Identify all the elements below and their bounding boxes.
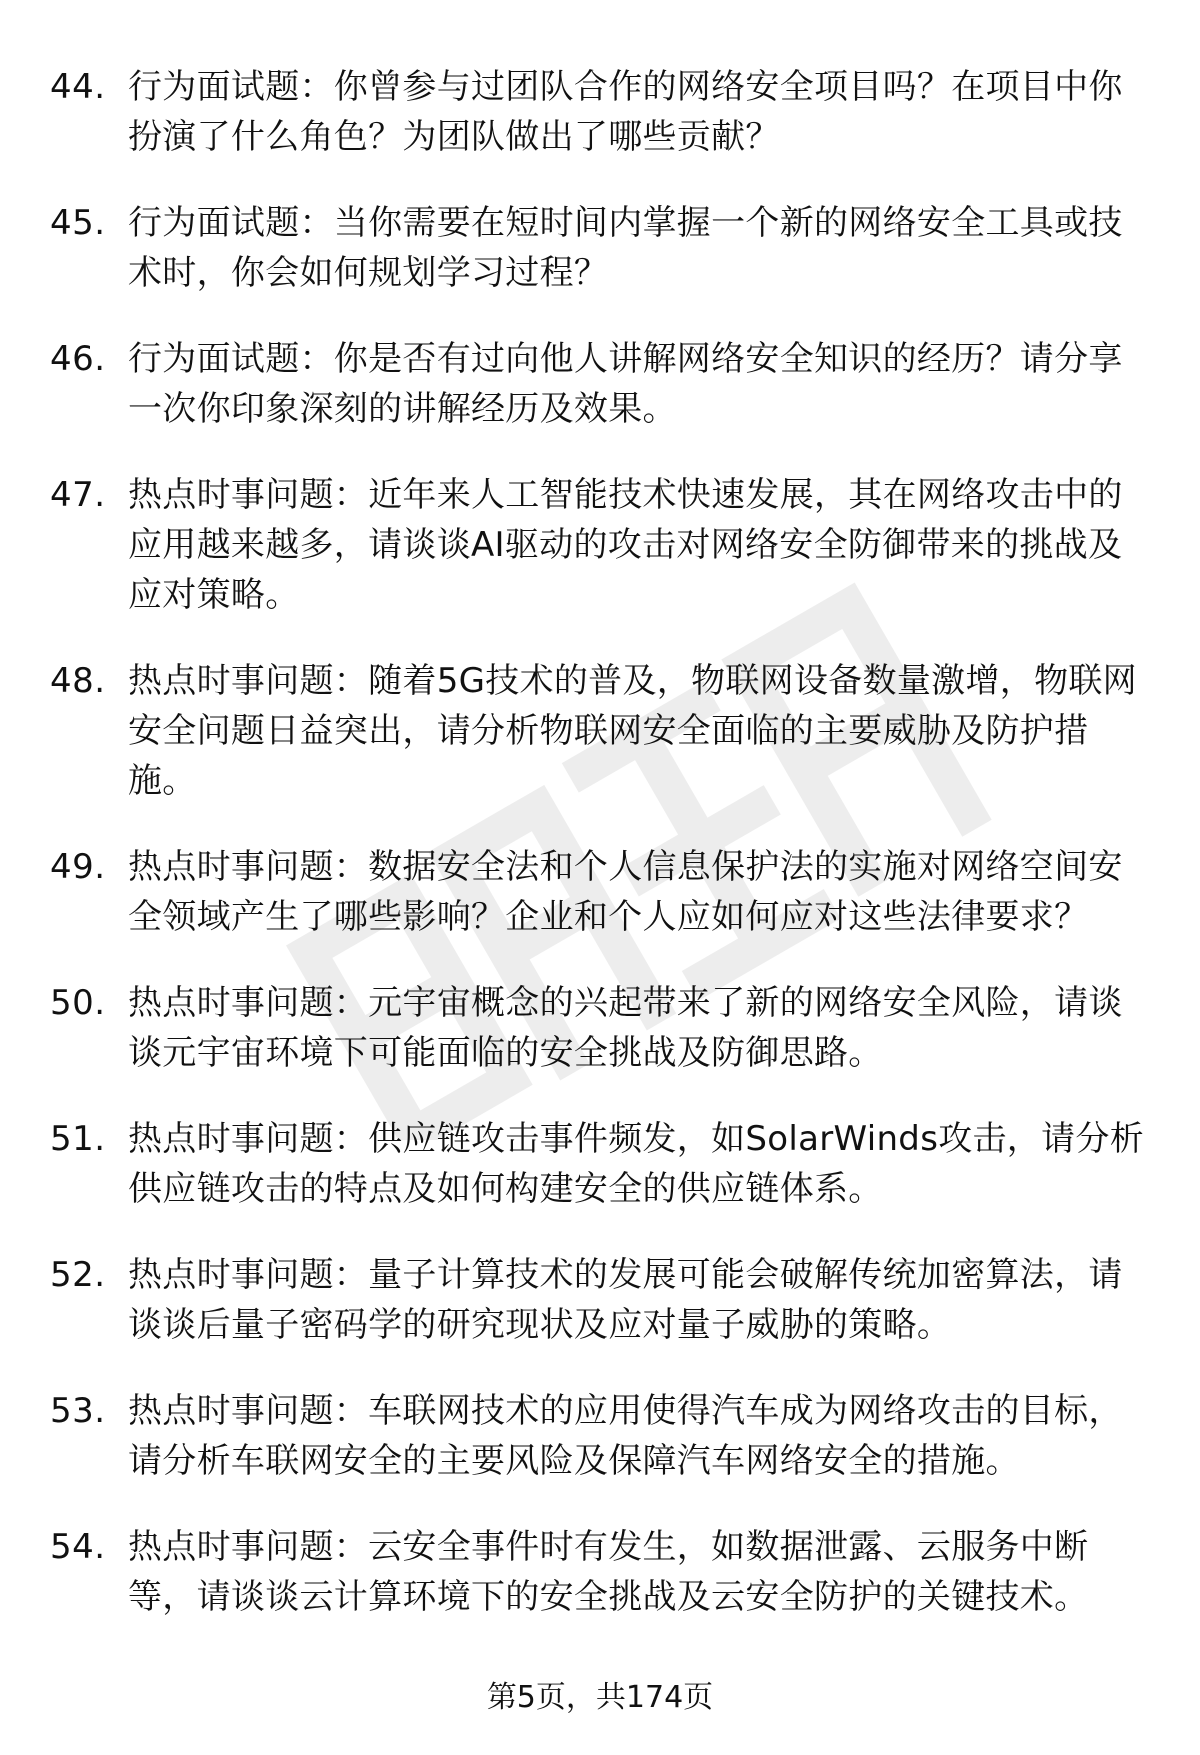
list-item (50, 1386, 1150, 1486)
question-text: 热点时事问题：云安全事件时有发生，如数据泄露、云服务中断等，请谈谈云计算环境下的安全挑战及云安全防护的关键技术。 (128, 1527, 1089, 1617)
question-number: 52. (50, 1255, 106, 1295)
question-text: 热点时事问题：近年来人工智能技术快速发展，其在网络攻击中的应用越来越多，请谈谈AI驱动的攻击对网络安全防御带来的挑战及应对策略。 (128, 475, 1123, 615)
question-text: 热点时事问题：供应链攻击事件频发，如SolarWinds攻击，请分析供应链攻击的特点及如何构建安全的供应链体系。 (128, 1119, 1145, 1209)
question-text: 行为面试题：你曾参与过团队合作的网络安全项目吗？在项目中你扮演了什么角色？为团队做出了哪些贡献？ (128, 67, 1123, 157)
question-number: 50. (50, 983, 106, 1023)
question-text: 行为面试题：当你需要在短时间内掌握一个新的网络安全工具或技术时，你会如何规划学习过程？ (128, 203, 1123, 293)
question-text: 热点时事问题：数据安全法和个人信息保护法的实施对网络空间安全领域产生了哪些影响？企业和个人应如何应对这些法律要求？ (128, 847, 1123, 937)
question-number: 44. (50, 67, 106, 107)
question-number: 48. (50, 661, 106, 701)
list-item (50, 198, 1150, 298)
question-number: 46. (50, 339, 106, 379)
question-number: 47. (50, 475, 106, 515)
list-item (50, 1522, 1150, 1622)
list-item (50, 470, 1150, 620)
question-number: 53. (50, 1391, 106, 1431)
list-item (50, 656, 1150, 806)
question-text: 热点时事问题：量子计算技术的发展可能会破解传统加密算法，请谈谈后量子密码学的研究现状及应对量子威胁的策略。 (128, 1255, 1123, 1345)
question-number: 54. (50, 1527, 106, 1567)
question-number: 51. (50, 1119, 106, 1159)
page-number-footer: 第5页，共174页 (486, 1680, 714, 1715)
question-text: 热点时事问题：随着5G技术的普及，物联网设备数量激增，物联网安全问题日益突出，请分析物联网安全面临的主要威胁及防护措施。 (128, 661, 1137, 801)
question-text: 热点时事问题：车联网技术的应用使得汽车成为网络攻击的目标，请分析车联网安全的主要风险及保障汽车网络安全的措施。 (128, 1391, 1123, 1481)
list-item (50, 1250, 1150, 1350)
list-item (50, 842, 1150, 942)
question-number: 45. (50, 203, 106, 243)
question-number: 49. (50, 847, 106, 887)
list-item (50, 62, 1150, 162)
question-text: 行为面试题：你是否有过向他人讲解网络安全知识的经历？请分享一次你印象深刻的讲解经历及效果。 (128, 339, 1123, 429)
list-item (50, 978, 1150, 1078)
question-text: 热点时事问题：元宇宙概念的兴起带来了新的网络安全风险，请谈谈元宇宙环境下可能面临的安全挑战及防御思路。 (128, 983, 1123, 1073)
list-item (50, 334, 1150, 434)
question-list (50, 62, 1150, 1658)
list-item (50, 1114, 1150, 1214)
